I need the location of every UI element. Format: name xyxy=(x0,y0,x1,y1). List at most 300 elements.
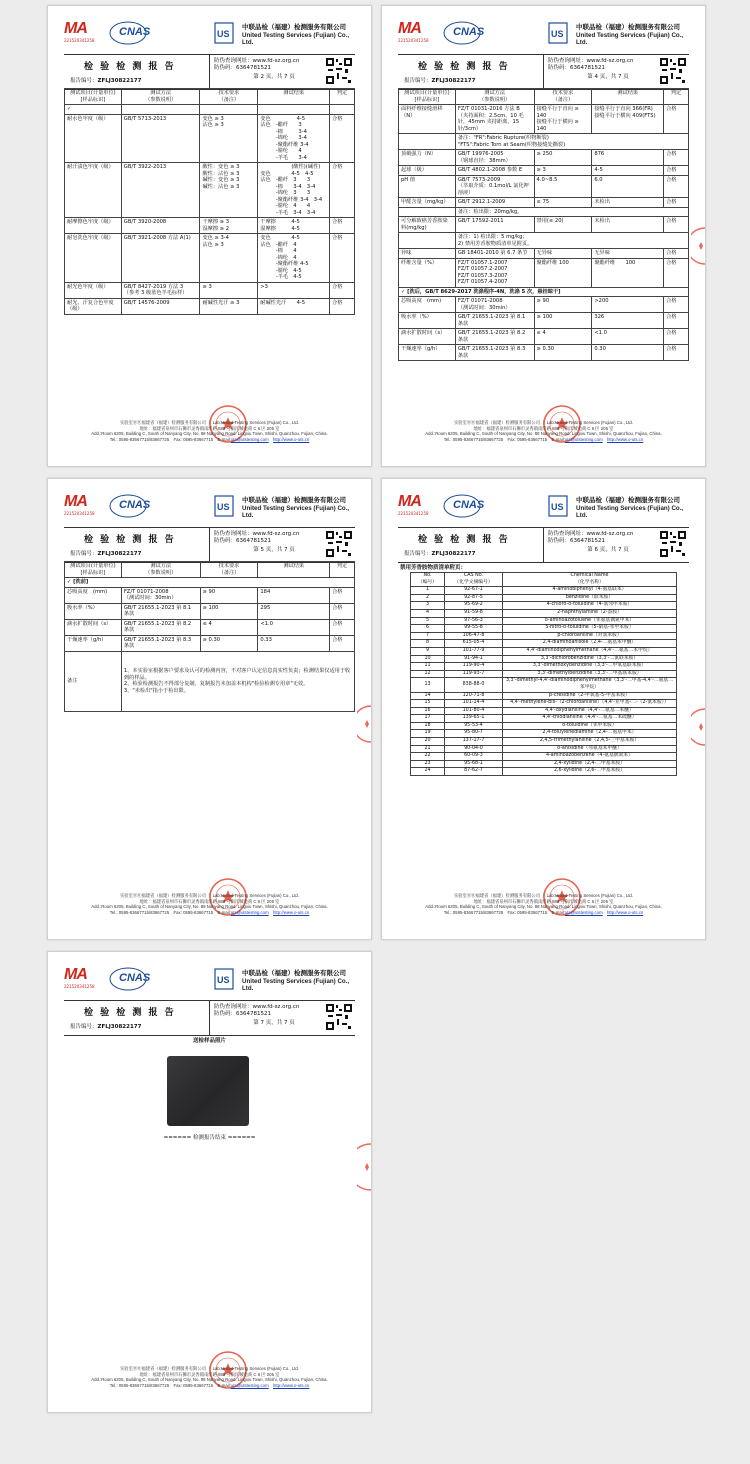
cell-no: 10 xyxy=(411,655,445,663)
cell-item: 耐汗渍色牢度（级） xyxy=(65,163,122,218)
cell-item: 耐摩擦色牢度（级） xyxy=(65,218,122,234)
cell-result: 干摩擦 4-5 湿摩擦 4-5 xyxy=(258,218,330,234)
cell-result: >200 xyxy=(592,297,664,313)
cell-req: 干摩擦 ≥ 3 湿摩擦 ≥ 2 xyxy=(200,218,258,234)
cell-name: 2,4-xylidine（2,4-二甲基苯胺） xyxy=(503,760,677,768)
email-link[interactable]: uts@utstesting.com xyxy=(230,436,269,442)
cell-note: 备注：检出限：20mg/kg。 xyxy=(455,207,688,217)
cell-method: GB/T 21655.1-2023 第 8.1 条款 xyxy=(121,603,200,619)
report-page-5 xyxy=(47,478,372,940)
table-row xyxy=(411,594,677,602)
remarks-text: 1、本实验室根据客户要求及认可的检测内容，不对客户认定信息真实性负责；检测结果仅适用于收到的样品。 2、检验检测报告不得部分复制，复制报告未加盖本机构"检验检测专用章"无效。 3、"未检出"指小于检出限。 xyxy=(121,651,354,711)
cell-result: 184 xyxy=(258,587,330,603)
table-row xyxy=(65,234,355,283)
cell-no: 12 xyxy=(411,670,445,678)
cell-name: 4-aminobiphenyl（4-氨基联苯） xyxy=(503,587,677,595)
table-row xyxy=(65,578,355,588)
report-number: 报告编号：ZFLJ30822177 xyxy=(70,78,142,84)
svg-text:US: US xyxy=(551,29,564,39)
table-row xyxy=(399,249,689,259)
cell-method xyxy=(121,105,200,115)
cell-result: 聚酯纤维 100 xyxy=(592,258,664,287)
cnas-logo: CNAS xyxy=(442,20,482,46)
table-row xyxy=(399,198,689,208)
qr-code-icon xyxy=(325,530,353,558)
cell-name: 4,4'-diaminodiphenylmethane（4,4'-二氨基二苯甲烷） xyxy=(503,647,677,655)
cell-cas: 91-94-1 xyxy=(445,655,503,663)
qr-code-icon xyxy=(325,57,353,85)
cell-no: 5 xyxy=(411,617,445,625)
table-row xyxy=(411,730,677,738)
cell-verdict xyxy=(330,105,355,115)
cell-item: 可分解致癌芳香胺染料(mg/kg) xyxy=(399,217,456,233)
page-footer: 实验室ⓇⓇ福建省（福建）检测服务有限公司 ｜ Lab:United Testing Services (Fujian) Co., Ltd. 地址：福建省泉州市石狮市灵秀镇南洋路 888 号南洋城电商 C 6 区 205 室 Add.:Room 6205, Building C, South of Nanyang City, No. 88 Nanyang Road, Lingxiu Town, Shishi, Quanzhou, Fujian, China. Tel.: 0595-83667715/83667725 Fax: 0595-83667715 E-mail:uts@utstesting.com http://www.o-uts.cn xyxy=(425,893,662,915)
table-row xyxy=(65,282,355,298)
col-header-verdict: 判定 xyxy=(330,89,355,105)
company-name-en: United Testing Services (Fujian) Co., Ltd. xyxy=(242,32,350,46)
cell-cas: 101-14-4 xyxy=(445,700,503,708)
table-row xyxy=(399,166,689,176)
cell-no: 9 xyxy=(411,647,445,655)
table-row xyxy=(411,670,677,678)
svg-text:US: US xyxy=(217,502,230,512)
report-title: 检 验 检 测 报 告 xyxy=(418,62,510,72)
page-number: 第 2 页，共 7 页 xyxy=(253,74,295,81)
cell-cas: 99-55-8 xyxy=(445,625,503,633)
cell-item: 异味 xyxy=(399,249,456,259)
cell-cas: 95-53-4 xyxy=(445,722,503,730)
cell-req: ≥ 3 xyxy=(200,282,258,298)
cell-verdict: 合格 xyxy=(664,329,689,345)
cell-cas: 101-77-9 xyxy=(445,647,503,655)
cell-result: 326 xyxy=(592,313,664,329)
col-header-cas: CAS No. （化学文摘编号） xyxy=(445,573,503,587)
table-row xyxy=(65,298,355,314)
cnas-logo: CNAS xyxy=(108,493,148,519)
verify-website: 防伪查询网址：www.fd-sz.org.cn xyxy=(548,531,634,537)
cell-no: 13 xyxy=(411,678,445,692)
cell-no: 7 xyxy=(411,632,445,640)
table-row xyxy=(399,175,689,198)
section-label: ✓ [洗后，GB/T 8629-2017 洗涤程序-4N，洗涤 5 次，悬挂晾干] xyxy=(399,287,689,297)
cell-result: (酸性)(碱性) 变色 4-5 4-5 沾色 -醋纤 3 3 -棉 3-4 3-4 -锦纶 3 3 -聚酯纤维 3-4 3-4 -腈纶 4 4 -羊毛 3-4 3-4 xyxy=(258,163,330,218)
table-row xyxy=(411,655,677,663)
cell-method: GB/T 17592-2011 xyxy=(455,217,534,233)
cell-no: 22 xyxy=(411,753,445,761)
cell-name: 5-nitro-o-toluidine（5-硝基-邻甲苯胺） xyxy=(503,625,677,633)
svg-text:US: US xyxy=(217,975,230,985)
page-header xyxy=(64,964,355,1002)
fabric-sample-photo xyxy=(167,1056,249,1126)
email-link[interactable]: uts@utstesting.com xyxy=(564,436,603,442)
cell-verdict: 合格 xyxy=(664,150,689,166)
edge-seal-stamp xyxy=(691,707,705,747)
ma-logo: MA 221520341258 xyxy=(64,20,95,43)
cell-req: ≤ 4 xyxy=(200,619,258,635)
page-header xyxy=(398,18,689,56)
report-number: 报告编号：ZFLJ30822177 xyxy=(404,551,476,557)
cell-verdict: 合格 xyxy=(664,345,689,361)
cell-method: GB/T 7573-2009 （萃取介质：0.1mol/L 氯化钾溶液） xyxy=(455,175,534,198)
cell-item: 耐光色牢度（级） xyxy=(65,282,122,298)
table-row xyxy=(411,587,677,595)
cell-result: 未检出 xyxy=(592,217,664,233)
cell-method: FZ/T 01057.1-2007 FZ/T 01057.2-2007 FZ/T 01057.3-2007 FZ/T 01057.4-2007 xyxy=(455,258,534,287)
email-link[interactable]: uts@utstesting.com xyxy=(230,1382,269,1388)
website-link[interactable]: http://www.o-uts.cn xyxy=(606,436,644,442)
qr-code-icon xyxy=(659,530,687,558)
table-row xyxy=(411,678,677,692)
cell-cas: 87-62-7 xyxy=(445,768,503,776)
col-header-result: 测试结果 xyxy=(258,89,330,105)
cell-req: ≥ 3 xyxy=(534,166,592,176)
page-number: 第 6 页，共 7 页 xyxy=(587,547,629,554)
table-row xyxy=(399,329,689,345)
report-title: 检 验 检 测 报 告 xyxy=(84,535,176,545)
table-row xyxy=(411,768,677,776)
cell-cas: 60-09-3 xyxy=(445,753,503,761)
company-name-cn: 中联品检（福建）检测服务有限公司 xyxy=(242,496,346,504)
cell-req xyxy=(200,105,258,115)
report-number: 报告编号：ZFLJ30822177 xyxy=(70,1024,142,1030)
cell-cas: 101-80-4 xyxy=(445,707,503,715)
cell-no: 24 xyxy=(411,768,445,776)
cell-no: 17 xyxy=(411,715,445,723)
edge-seal-stamp xyxy=(357,1142,371,1192)
cell-no: 4 xyxy=(411,609,445,617)
cell-result: <1.0 xyxy=(258,619,330,635)
table-row xyxy=(411,617,677,625)
table-row xyxy=(65,603,355,619)
page-number: 第 4 页，共 7 页 xyxy=(587,74,629,81)
sample-photo-title: 送检样品照片 xyxy=(192,1038,226,1044)
table-row xyxy=(411,647,677,655)
verify-website: 防伪查询网址：www.fd-sz.org.cn xyxy=(214,531,300,537)
cell-no: 21 xyxy=(411,745,445,753)
table-row xyxy=(411,722,677,730)
website-link[interactable]: http://www.o-uts.cn xyxy=(272,1382,310,1388)
table-row xyxy=(65,114,355,163)
qr-code-icon xyxy=(659,57,687,85)
cell-verdict: 合格 xyxy=(664,105,689,134)
cell-no: 18 xyxy=(411,722,445,730)
cell-cas: 95-68-1 xyxy=(445,760,503,768)
uts-logo-icon xyxy=(214,495,234,517)
cell-result: 耐碱性光汗 4-5 xyxy=(258,298,330,314)
cell-item xyxy=(399,207,456,217)
table-row xyxy=(411,632,677,640)
cell-method: GB/T 19976-2005 （钢球直径：38mm） xyxy=(455,150,534,166)
company-name-cn: 中联品检（福建）检测服务有限公司 xyxy=(576,496,680,504)
cell-verdict: 合格 xyxy=(330,619,355,635)
cell-no: 23 xyxy=(411,760,445,768)
uts-logo-icon xyxy=(214,968,234,990)
cell-method: FZ/T 01071-2008 （测试时间：30min） xyxy=(121,587,200,603)
cell-method: GB/T 8427-2019 方法 3 （参考 3 级蓝色羊毛标样） xyxy=(121,282,200,298)
anti-fake-code: 防伪码：6364781521 xyxy=(214,65,271,72)
report-number: 报告编号：ZFLJ30822177 xyxy=(70,551,142,557)
cell-verdict: 合格 xyxy=(664,175,689,198)
cell-item: 芯吸高度 (mm) xyxy=(65,587,122,603)
col-header-req: 技术要求 （备注） xyxy=(200,89,258,105)
cell-item: pH 值 xyxy=(399,175,456,198)
cell-req: 接缝平行于直向 ≥ 140 接缝平行于横向 ≥ 140 xyxy=(534,105,592,134)
cell-name: o-aminoazotoluene（邻氨基偶氮甲苯） xyxy=(503,617,677,625)
table-row xyxy=(65,635,355,651)
cell-method: GB/T 3920-2008 xyxy=(121,218,200,234)
company-name-cn: 中联品检（福建）检测服务有限公司 xyxy=(242,23,346,31)
cell-name: 4,4'-oxydianiline（4,4'-二氨基二苯醚） xyxy=(503,707,677,715)
cnas-logo: CNAS xyxy=(108,966,148,992)
uts-logo-icon xyxy=(548,495,568,517)
ma-logo: MA 221520341258 xyxy=(64,966,95,989)
table-row xyxy=(399,297,689,313)
cell-cas: 90-04-0 xyxy=(445,745,503,753)
title-row xyxy=(64,1000,355,1036)
cell-req: 变色 ≥ 3 沾色 ≥ 3 xyxy=(200,114,258,163)
cell-method: GB/T 3922-2013 xyxy=(121,163,200,218)
website-link[interactable]: http://www.o-uts.cn xyxy=(272,909,310,915)
svg-text:US: US xyxy=(551,502,564,512)
col-header-name: Chemical Name （化学名称） xyxy=(503,573,677,587)
cell-req: ≥ 90 xyxy=(200,587,258,603)
test-results-table: 测试项目(计量单位) [样品标识] 测试方法 （参数说明） 技术要求 （备注） 测试结果 判定 面料纤维接缝滑移（N） FZ/T 01031-2016 方法 B （夹持面积：2.5cm、10 毛针，45mm 夹持距离，15 针/3cm） 接缝平行于直向 ≥ 140 接缝平行于横向 ≥ 140 接缝平行于直向 366(FR) 接缝平行于横向 409(FTS) 合格 备注："FR":Fabric Rupture(织物断裂) "FTS":Fabric Torn at Seam(织物接缝处撕裂) 顶破强力（N） GB/T 19976-2005 （钢球直径：38mm） ≥ 250 876 合格 起球（级） GB/T 4802.1-2008 参数 E ≥ 3 4-5 合格 pH 值 GB/T 7573-2009 （萃取介质：0.1mol/L 氯化钾溶液） 4.0~8.5 6.0 合格 甲醛含量（mg/kg） GB/T 2912.1-2009 ≤ 75 未检出 合格 备注：检出限：20mg/kg。 可分解致癌芳香胺染料(mg/kg) GB/T 17592-2011 禁用(≤ 20) 未检出 合格 备注：1) 检出限：5 mg/kg; 2) 禁用芳香胺物质清单见附页。 异味 GB 18401-2010 第 6.7 条节 无异味 无异味 合格 纤维含量（%） FZ/T 01057.1-2007 FZ/T 01057.2-2007 FZ/T 01057.3-2007 FZ/T 01057.4-2007 聚酯纤维 100 聚酯纤维 100 合格 ✓ [洗后，GB/T 8629-2017 洗涤程序-4N，洗涤 5 次，悬挂晾干] 芯吸高度 (mm) FZ/T 01071-2008 （测试时间：30min） ≥ 90 >200 合格 吸水率（%） GB/T 21655.1-2023 第 8.1 条款 ≥ 100 326 合格 滴水扩散时间（s） GB/T 21655.1-2023 第 8.2 条款 ≤ 4 <1.0 合格 干燥速率（g/h） GB/T 21655.1-2023 第 8.3 条款 ≥ 0.30 0.30 合格 xyxy=(398,88,689,361)
cell-note: 备注：1) 检出限：5 mg/kg; 2) 禁用芳香胺物质清单见附页。 xyxy=(455,233,688,249)
company-name-en: United Testing Services (Fujian) Co., Ltd. xyxy=(576,32,684,46)
table-row xyxy=(411,602,677,610)
cell-verdict: 合格 xyxy=(330,218,355,234)
cell-name: 2-naphthylamine（2-萘胺） xyxy=(503,609,677,617)
cell-item: 甲醛含量（mg/kg） xyxy=(399,198,456,208)
cell-name: 2,4,5-trimethylaniline（2,4,5-三甲基苯胺） xyxy=(503,738,677,746)
cell-result xyxy=(258,105,330,115)
cell-method: GB/T 21655.1-2023 第 8.3 条款 xyxy=(121,635,200,651)
cell-name: 3,3'-dichlorobenzidine（3,3'-二氯联苯胺） xyxy=(503,655,677,663)
cell-result: 0.30 xyxy=(592,345,664,361)
cell-result: 无异味 xyxy=(592,249,664,259)
banned-amines-table xyxy=(410,572,677,776)
cell-req: 禁用(≤ 20) xyxy=(534,217,592,233)
table-row xyxy=(65,163,355,218)
edge-seal-stamp xyxy=(357,704,371,744)
cell-cas: 95-69-2 xyxy=(445,602,503,610)
report-end-text: ====== 检测报告结束 ====== xyxy=(163,1135,256,1141)
verify-website: 防伪查询网址：www.fd-sz.org.cn xyxy=(214,58,300,64)
cell-item: 滴水扩散时间（s） xyxy=(65,619,122,635)
company-name-en: United Testing Services (Fujian) Co., Ltd. xyxy=(242,505,350,519)
report-page-6 xyxy=(381,478,706,940)
cell-method: GB/T 14576-2009 xyxy=(121,298,200,314)
cell-cas: 97-56-3 xyxy=(445,617,503,625)
cell-no: 19 xyxy=(411,730,445,738)
col-header-item: 测试项目(计量单位) [样品标识] xyxy=(65,89,122,105)
company-name-cn: 中联品检（福建）检测服务有限公司 xyxy=(242,969,346,977)
cell-req: 酸性：变色 ≥ 3 酸性：沾色 ≥ 3 碱性：变色 ≥ 3 碱性：沾色 ≥ 3 xyxy=(200,163,258,218)
table-row xyxy=(65,587,355,603)
ma-logo: MA 221520341258 xyxy=(398,493,429,516)
cell-req: ≥ 0.30 xyxy=(200,635,258,651)
cell-no: 1 xyxy=(411,587,445,595)
cell-name: 2,4-toluylenediamine（2,4-二氨基甲苯） xyxy=(503,730,677,738)
cell-method: GB/T 5713-2013 xyxy=(121,114,200,163)
verify-website: 防伪查询网址：www.fd-sz.org.cn xyxy=(214,1004,300,1010)
anti-fake-code: 防伪码：6364781521 xyxy=(548,65,605,72)
cell-verdict: 合格 xyxy=(330,635,355,651)
page-header xyxy=(64,491,355,529)
cell-name: 3,3'-dimethoxybenzidine（3,3'-二甲氧基联苯胺） xyxy=(503,663,677,671)
table-row xyxy=(399,150,689,166)
ma-logo: MA 221520341258 xyxy=(398,20,429,43)
edge-seal-stamp xyxy=(691,226,705,266)
table-row xyxy=(399,287,689,297)
cell-verdict: 合格 xyxy=(330,114,355,163)
title-row xyxy=(398,527,689,563)
website-link[interactable]: http://www.o-uts.cn xyxy=(272,436,310,442)
cell-method: FZ/T 01071-2008 （测试时间：30min） xyxy=(455,297,534,313)
anti-fake-code: 防伪码：6364781521 xyxy=(214,538,271,545)
company-name-cn: 中联品检（福建）检测服务有限公司 xyxy=(576,23,680,31)
cell-result: 0.33 xyxy=(258,635,330,651)
section-label: ✓ [洗前] xyxy=(65,578,355,588)
ma-logo: MA 221520341258 xyxy=(64,493,95,516)
cell-name: 4,4'-methylene-bis-（2-chloroaniline）（4,4'-亚甲基-二-（2-氯苯胺）） xyxy=(503,700,677,708)
cell-name: 4-chloro-o-toluidine（4-氯邻甲苯胺） xyxy=(503,602,677,610)
cell-verdict: 合格 xyxy=(664,217,689,233)
website-link[interactable]: http://www.o-uts.cn xyxy=(606,909,644,915)
cell-item: 面料纤维接缝滑移（N） xyxy=(399,105,456,134)
page-footer: 实验室ⓇⓇ福建省（福建）检测服务有限公司 ｜ Lab:United Testing Services (Fujian) Co., Ltd. 地址：福建省泉州市石狮市灵秀镇南洋路 888 号南洋城电商 C 6 区 205 室 Add.:Room 6205, Building C, South of Nanyang City, No. 88 Nanyang Road, Lingxiu Town, Shishi, Quanzhou, Fujian, China. Tel.: 0595-83667715/83667725 Fax: 0595-83667715 E-mail:uts@utstesting.com http://www.o-uts.cn xyxy=(91,420,328,442)
cell-method: GB/T 3921-2008 方法 A(1) xyxy=(121,234,200,283)
test-results-table: 测试项目(计量单位) [样品标识] 测试方法 （参数说明） 技术要求 （备注） 测试结果 判定 ✓ [洗前] 芯吸高度 (mm) FZ/T 01071-2008 （测试时间：30min） ≥ 90 184 合格 吸水率（%） GB/T 21655.1-2023 第 8.1 条款 ≥ 100 295 合格 滴水扩散时间（s） GB/T 21655.1-2023 第 8.2 条款 ≤ 4 <1.0 合格 干燥速率（g/h） GB/T 21655.1-2023 第 8.3 条款 ≥ 0.30 0.33 合格 备注 1、本实验室根据客户要求及认可的检测内容，不对客户认定信息真实性负责；检测结果仅适用于收到的样品。 2、检验检测报告不得部分复制，复制报告未加盖本机构"检验检测专用章"无效。 3、"未检出"指小于检出限。 xyxy=(64,561,355,712)
cell-item: ✓ xyxy=(65,105,122,115)
table-row xyxy=(411,707,677,715)
cell-name: 3,3'-dimethylbenzidine（3,3'-二甲基联苯胺） xyxy=(503,670,677,678)
cell-method: GB/T 2912.1-2009 xyxy=(455,198,534,208)
cell-method: GB/T 21655.1-2023 第 8.1 条款 xyxy=(455,313,534,329)
table-row xyxy=(399,313,689,329)
table-row xyxy=(399,233,689,249)
cell-result: 未检出 xyxy=(592,198,664,208)
cell-no: 3 xyxy=(411,602,445,610)
table-row xyxy=(399,134,689,150)
cell-verdict: 合格 xyxy=(664,313,689,329)
table-row xyxy=(411,753,677,761)
cell-no: 14 xyxy=(411,692,445,700)
cell-req: 无异味 xyxy=(534,249,592,259)
anti-fake-code: 防伪码：6364781521 xyxy=(548,538,605,545)
cell-name: o-anisidine（邻氨基苯甲醚） xyxy=(503,745,677,753)
cell-item: 干燥速率（g/h） xyxy=(65,635,122,651)
cell-item: 顶破强力（N） xyxy=(399,150,456,166)
verify-website: 防伪查询网址：www.fd-sz.org.cn xyxy=(548,58,634,64)
table-row xyxy=(399,258,689,287)
cell-cas: 137-17-7 xyxy=(445,738,503,746)
cell-verdict: 合格 xyxy=(330,603,355,619)
uts-logo-icon xyxy=(548,22,568,44)
cell-name: p-chloroaniline（对氯苯胺） xyxy=(503,632,677,640)
page-footer: 实验室ⓇⓇ福建省（福建）检测服务有限公司 ｜ Lab:United Testing Services (Fujian) Co., Ltd. 地址：福建省泉州市石狮市灵秀镇南洋路 888 号南洋城电商 C 6 区 205 室 Add.:Room 6205, Building C, South of Nanyang City, No. 88 Nanyang Road, Lingxiu Town, Shishi, Quanzhou, Fujian, China. Tel.: 0595-83667715/83667725 Fax: 0595-83667715 E-mail:uts@utstesting.com http://www.o-uts.cn xyxy=(91,893,328,915)
cell-verdict: 合格 xyxy=(664,198,689,208)
cell-method: GB/T 21655.1-2023 第 8.2 条款 xyxy=(121,619,200,635)
cell-item: 耐水色牢度（级） xyxy=(65,114,122,163)
email-link[interactable]: uts@utstesting.com xyxy=(230,909,269,915)
table-row xyxy=(411,715,677,723)
cell-item: 吸水率（%） xyxy=(65,603,122,619)
amine-list-title: 禁用芳香胺物质清单附页： xyxy=(400,565,467,571)
cnas-logo: CNAS xyxy=(442,493,482,519)
page-footer: 实验室ⓇⓇ福建省（福建）检测服务有限公司 ｜ Lab:United Testing Services (Fujian) Co., Ltd. 地址：福建省泉州市石狮市灵秀镇南洋路 888 号南洋城电商 C 6 区 205 室 Add.:Room 6205, Building C, South of Nanyang City, No. 88 Nanyang Road, Lingxiu Town, Shishi, Quanzhou, Fujian, China. Tel.: 0595-83667715/83667725 Fax: 0595-83667715 E-mail:uts@utstesting.com http://www.o-uts.cn xyxy=(91,1366,328,1388)
cell-cas: 92-87-5 xyxy=(445,594,503,602)
table-row xyxy=(411,692,677,700)
cell-cas: 92-67-1 xyxy=(445,587,503,595)
table-row xyxy=(65,218,355,234)
cell-no: 15 xyxy=(411,700,445,708)
cell-name: o-toluidine（邻甲苯胺） xyxy=(503,722,677,730)
cell-verdict: 合格 xyxy=(664,166,689,176)
cell-item: 起球（级） xyxy=(399,166,456,176)
qr-code-icon xyxy=(325,1003,353,1031)
cell-item: 滴水扩散时间（s） xyxy=(399,329,456,345)
cell-req: 聚酯纤维 100 xyxy=(534,258,592,287)
col-header-no: No. （编号） xyxy=(411,573,445,587)
report-number: 报告编号：ZFLJ30822177 xyxy=(404,78,476,84)
remarks-row xyxy=(65,651,355,711)
cell-verdict: 合格 xyxy=(330,587,355,603)
table-row xyxy=(411,738,677,746)
table-row xyxy=(399,105,689,134)
cell-verdict: 合格 xyxy=(664,249,689,259)
cell-no: 6 xyxy=(411,625,445,633)
page-header xyxy=(64,18,355,56)
cell-result: 295 xyxy=(258,603,330,619)
company-name-en: United Testing Services (Fujian) Co., Ltd. xyxy=(576,505,684,519)
svg-text:US: US xyxy=(217,29,230,39)
cell-item: 吸水率（%） xyxy=(399,313,456,329)
cell-cas: 838-88-0 xyxy=(445,678,503,692)
test-results-table xyxy=(64,88,355,315)
page-number: 第 7 页，共 7 页 xyxy=(253,1020,295,1027)
cell-result: >3 xyxy=(258,282,330,298)
table-row xyxy=(399,345,689,361)
report-page-4 xyxy=(381,5,706,467)
cell-name: p-cresidine（2-甲氧基-5-甲基苯胺） xyxy=(503,692,677,700)
table-row xyxy=(65,105,355,115)
cell-cas: 106-47-8 xyxy=(445,632,503,640)
cell-cas: 91-59-8 xyxy=(445,609,503,617)
cell-verdict: 合格 xyxy=(330,163,355,218)
uts-logo-icon xyxy=(214,22,234,44)
cell-verdict: 合格 xyxy=(664,258,689,287)
email-link[interactable]: uts@utstesting.com xyxy=(564,909,603,915)
cell-cas: 119-90-4 xyxy=(445,663,503,671)
anti-fake-code: 防伪码：6364781521 xyxy=(214,1011,271,1018)
cell-item: 干燥速率（g/h） xyxy=(399,345,456,361)
company-name-en: United Testing Services (Fujian) Co., Ltd. xyxy=(242,978,350,992)
table-row xyxy=(411,625,677,633)
cnas-logo: CNAS xyxy=(108,20,148,46)
cell-no: 2 xyxy=(411,594,445,602)
cell-result: <1.0 xyxy=(592,329,664,345)
cell-cas: 119-93-7 xyxy=(445,670,503,678)
cell-method: GB/T 21655.1-2023 第 8.2 条款 xyxy=(455,329,534,345)
report-title: 检 验 检 测 报 告 xyxy=(418,535,510,545)
cell-no: 20 xyxy=(411,738,445,746)
cell-cas: 139-65-1 xyxy=(445,715,503,723)
title-row xyxy=(64,527,355,563)
cell-item xyxy=(399,134,456,150)
cell-req: ≤ 75 xyxy=(534,198,592,208)
cell-name: 3,3'-dimethyl-4,4'-diaminodiphenylmethane（3,3'-二甲基-4,4'-二氨基二苯甲烷） xyxy=(503,678,677,692)
